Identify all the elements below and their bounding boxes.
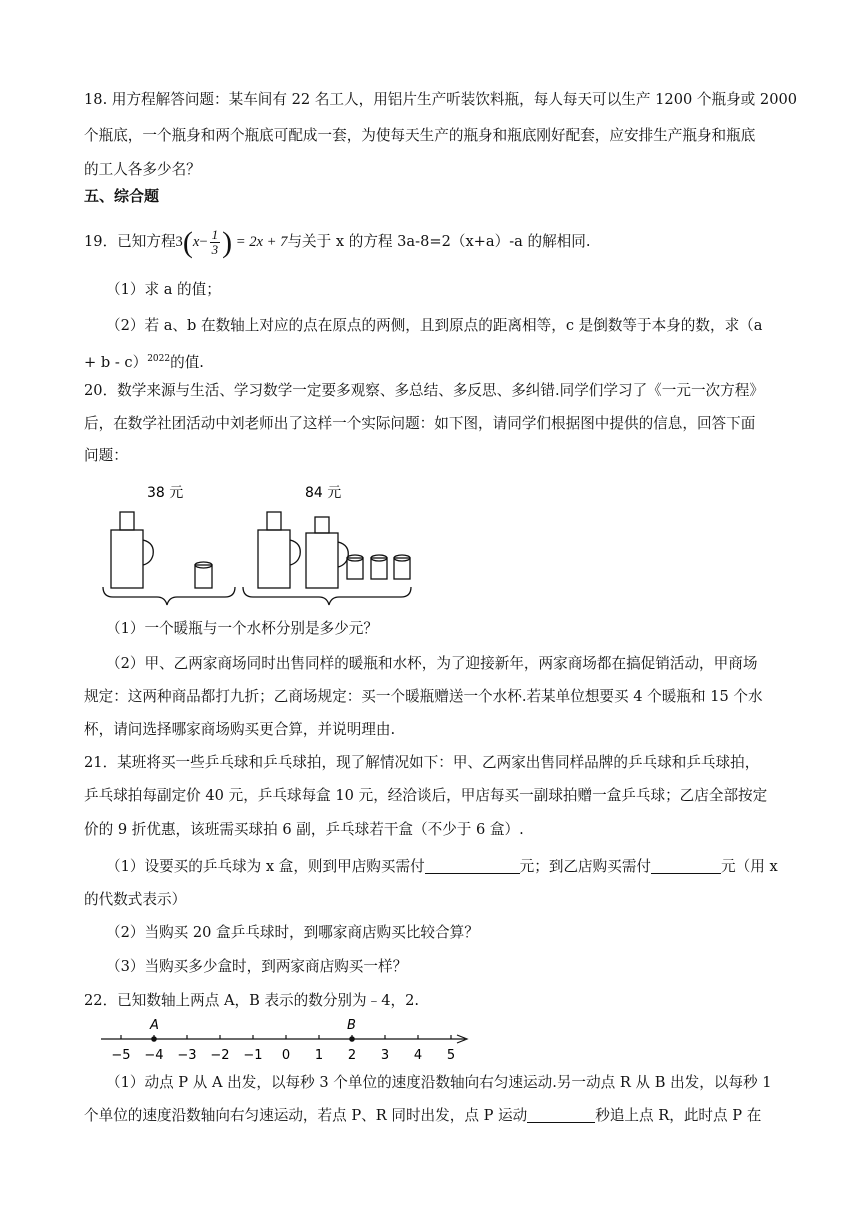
q20-line-1: 20．数学来源与生活、学习数学一定要多观察、多总结、多反思、多纠错.同学们学习了《一元一次方程》 bbox=[84, 382, 764, 399]
q19-part-2-line-2: + b - c）$^{2022}$的值. bbox=[84, 353, 204, 371]
tick-label: 5 bbox=[446, 1048, 456, 1063]
tick-label: 0 bbox=[281, 1048, 291, 1063]
exponent: 2022 bbox=[147, 354, 171, 364]
q19-number: 19．已知方程 bbox=[84, 232, 176, 250]
q19-part-2-line-1: （2）若 a、b 在数轴上对应的点在原点的两侧，且到原点的距离相等，c 是倒数等于本身的数，求（a bbox=[106, 317, 763, 334]
q22-part-1-line-1: （1）动点 P 从 A 出发，以每秒 3 个单位的速度沿数轴向右匀速运动.另一动点 R 从 B 出发，以每秒 1 bbox=[106, 1074, 772, 1091]
tick-label: −3 bbox=[177, 1048, 197, 1063]
q21-part-2: （2）当购买 20 盒乒乓球时，到哪家商店购买比较合算？ bbox=[106, 924, 479, 941]
q19-equation: 3(x− $\frac{1}{3}$ ) = 2x + 7 bbox=[175, 225, 288, 259]
q19-line-1 bbox=[84, 225, 784, 259]
answer-blank[interactable] bbox=[527, 1106, 595, 1123]
tick-label: 2 bbox=[347, 1048, 357, 1063]
q22-part-1-line-2: 个单位的速度沿数轴向右匀速运动，若点 P、R 同时出发，点 P 运动 秒追上点 R，此时点 P 在 bbox=[84, 1107, 762, 1124]
section-heading: 五、综合题 bbox=[84, 187, 160, 205]
answer-blank[interactable] bbox=[425, 857, 520, 874]
q20-part-1: （1）一个暖瓶与一个水杯分别是多少元？ bbox=[106, 620, 378, 637]
q19-rest: 与关于 x 的方程 3a-8=2（x+a）-a 的解相同. bbox=[287, 232, 591, 250]
cup-icon bbox=[371, 555, 387, 579]
point-a-label: A bbox=[150, 1018, 159, 1033]
thermos-icon bbox=[306, 517, 348, 588]
tick-label: −5 bbox=[111, 1048, 131, 1063]
tick-label: 3 bbox=[380, 1048, 390, 1063]
cup-icon bbox=[195, 562, 212, 588]
price-label-38: 38 元 bbox=[147, 485, 184, 501]
q20-line-2: 后，在数学社团活动中刘老师出了这样一个实际问题：如下图，请同学们根据图中提供的信息，回答下面 bbox=[84, 415, 756, 432]
q18-line-3: 的工人各多少名？ bbox=[84, 161, 201, 178]
point-b-dot bbox=[349, 1036, 355, 1042]
q21-line-3: 价的 9 折优惠，该班需买球拍 6 副，乒乓球若干盒（不少于 6 盒）. bbox=[84, 821, 524, 838]
q18-line-2: 个瓶底，一个瓶身和两个瓶底可配成一套，为使每天生产的瓶身和瓶底刚好配套，应安排生产瓶身和瓶底 bbox=[84, 127, 756, 144]
cup-icon bbox=[347, 555, 363, 579]
q21-part-1-line-1: （1）设要买的乒乓球为 x 盒，则到甲店购买需付 元；到乙店购买需付 元（用 x bbox=[106, 858, 778, 875]
number-line bbox=[95, 1014, 480, 1066]
price-label-84: 84 元 bbox=[305, 485, 342, 501]
brace-right bbox=[243, 587, 411, 605]
fraction: $\frac{1}{3}$ bbox=[211, 227, 219, 257]
cup-icon bbox=[394, 555, 410, 579]
q20-part-2-line-3: 杯，请问选择哪家商场购买更合算，并说明理由. bbox=[84, 721, 396, 738]
q21-part-3: （3）当购买多少盒时，到两家商店购买一样？ bbox=[106, 958, 408, 975]
q21-part-1-line-2: 的代数式表示） bbox=[84, 891, 187, 908]
point-a-dot bbox=[151, 1036, 157, 1042]
thermos-icon bbox=[111, 512, 153, 588]
thermos-icon bbox=[258, 512, 300, 588]
q20-line-3: 问题： bbox=[84, 447, 128, 464]
q20-part-2-line-1: （2）甲、乙两家商场同时出售同样的暖瓶和水杯，为了迎接新年，两家商场都在搞促销活动，甲商场 bbox=[106, 655, 758, 672]
q18-line-1: 18. 用方程解答问题：某车间有 22 名工人，用铝片生产听装饮料瓶，每人每天可以生产 1200 个瓶身或 2000 bbox=[84, 91, 798, 108]
answer-blank[interactable] bbox=[651, 857, 721, 874]
q21-line-1: 21．某班将买一些乒乓球和乒乓球拍，现了解情况如下：甲、乙两家出售同样品牌的乒乓球和乒乓球拍， bbox=[84, 754, 760, 771]
q22-line-1: 22．已知数轴上两点 A，B 表示的数分别为﹣4，2. bbox=[84, 992, 420, 1009]
tick-label: 1 bbox=[314, 1048, 324, 1063]
price-figure bbox=[95, 475, 425, 610]
tick-label: −1 bbox=[243, 1048, 263, 1063]
q19-part-1: （1）求 a 的值； bbox=[106, 281, 221, 298]
q20-part-2-line-2: 规定：这两种商品都打九折；乙商场规定：买一个暖瓶赠送一个水杯.若某单位想要买 4 个暖瓶和 15 个水 bbox=[84, 688, 763, 705]
q21-line-2: 乒乓球拍每副定价 40 元，乒乓球每盒 10 元，经洽谈后，甲店每买一副球拍赠一盒乒乓球；乙店全部按定 bbox=[84, 787, 768, 804]
brace-left bbox=[103, 587, 235, 605]
tick-label: −4 bbox=[144, 1048, 164, 1063]
point-b-label: B bbox=[347, 1018, 356, 1033]
tick-label: −2 bbox=[210, 1048, 230, 1063]
tick-label: 4 bbox=[413, 1048, 423, 1063]
